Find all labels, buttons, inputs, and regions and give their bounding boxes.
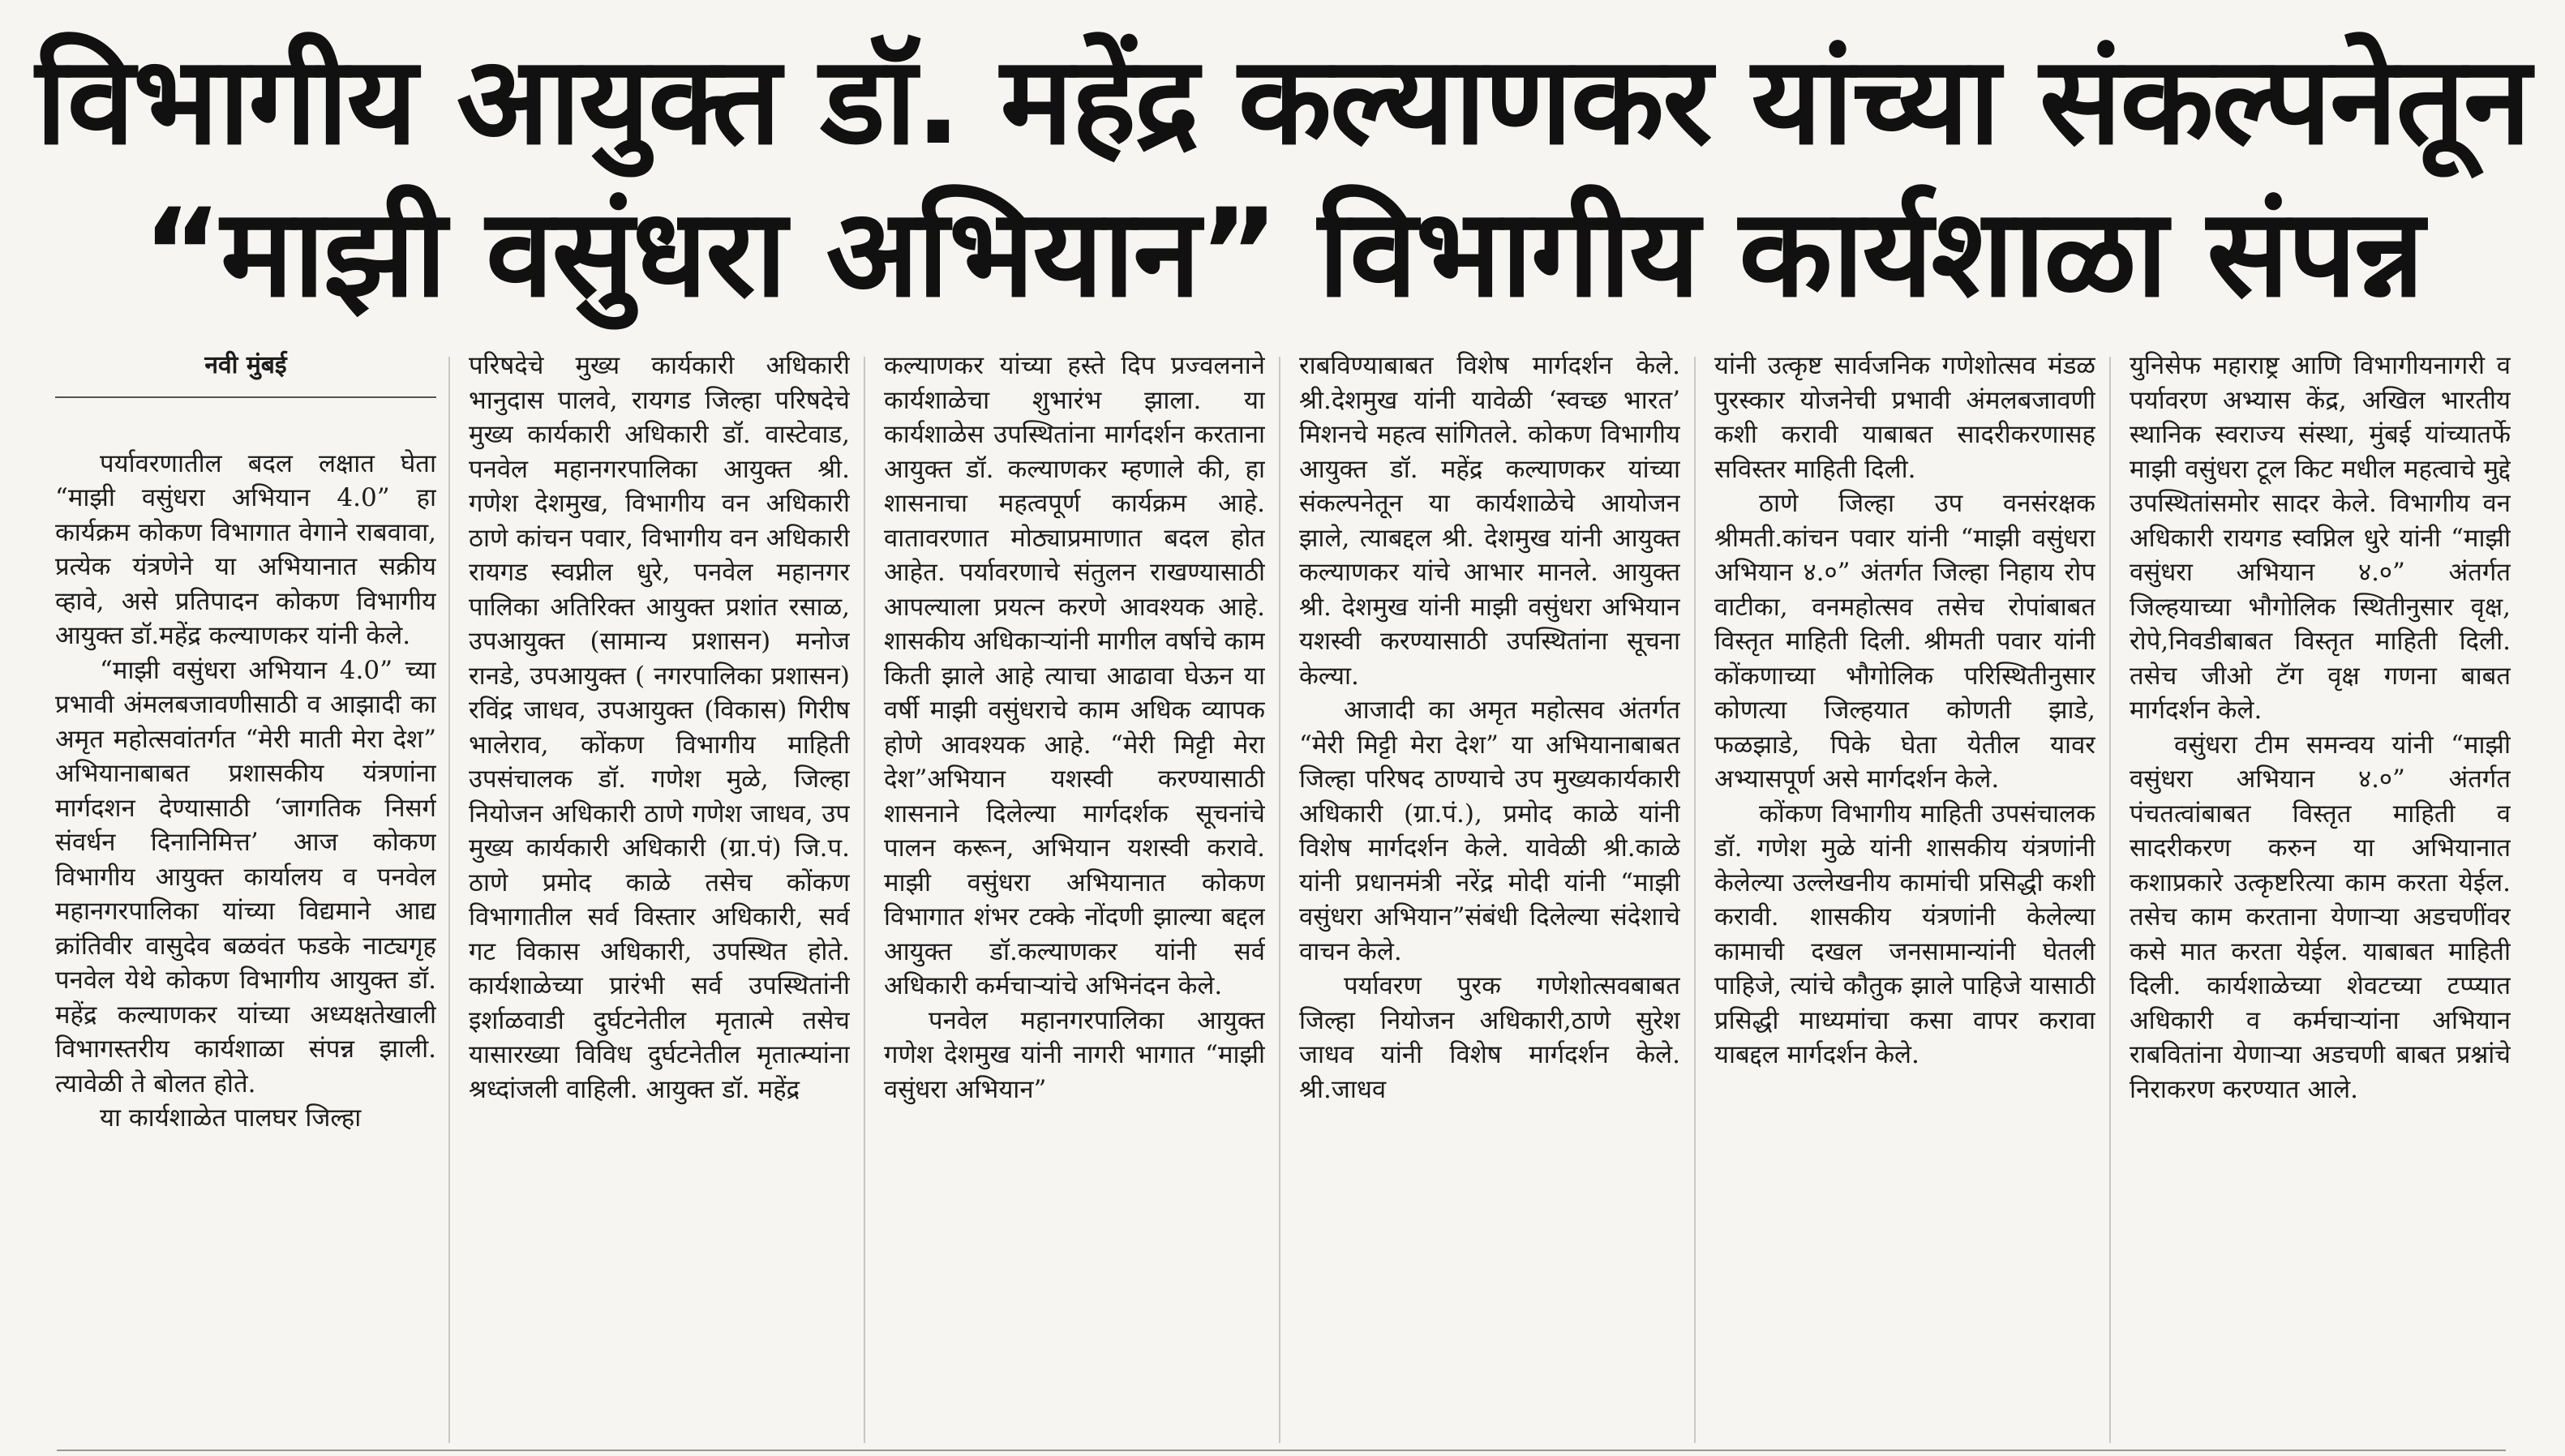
article-paragraph: परिषदेचे मुख्य कार्यकारी अधिकारी भानुदास पालवे, रायगड जिल्हा परिषदेचे मुख्य कार्यकारी अधिकारी डॉ. वास्टेवाड, पनवेल महानगरपालिका आयुक्त श्री. गणेश देशमुख, विभागीय वन अधिकारी ठाणे कांचन पवार, विभागीय वन अधिकारी रायगड स्वप्नील धुरे, पनवेल महानगर पालिका अतिरिक्त आयुक्त प्रशांत रसाळ, उपआयुक्त (सामान्य प्रशासन) मनोज रानडे, उपआयुक्त ( नगरपालिका प्रशासन) रविंद्र जाधव, उपआयुक्त (विकास) गिरीष भालेराव, कोंकण विभागीय माहिती उपसंचालक डॉ. गणेश मुळे, जिल्हा नियोजन अधिकारी ठाणे गणेश जाधव, उप मुख्य कार्यकारी अधिकारी (ग्रा.पं) जि.प. ठाणे प्रमोद काळे तसेच कोंकण विभागातील सर्व विस्तार अधिकारी, सर्व गट विकास अधिकारी, उपस्थित होते. कार्यशाळेच्या प्रारंभी सर्व उपस्थितांनी इर्शाळवाडी दुर्घटनेतील मृतात्मे तसेच यासारख्या विविध दुर्घटनेतील मृतात्म्यांना श्रध्दांजली वाहिली. आयुक्त डॉ. महेंद्र [469,351,850,1104]
column-divider [1694,357,1696,1443]
article-paragraph: पनवेल महानगरपालिका आयुक्त गणेश देशमुख यांनी नागरी भागात “माझी वसुंधरा अभियान” [884,1005,1265,1104]
article-paragraph: “माझी वसुंधरा अभियान 4.0” च्या प्रभावी अंमलबजावणीसाठी व आझादी का अमृत महोत्सवांतर्गत “मेरी माती मेरा देश” अभियानाबाबत प्रशासकीय यंत्रणांना मार्गदशन देण्यासाठी ‘जागतिक निसर्ग संवर्धन दिनानिमित्त’ आज कोकण विभागीय आयुक्त कार्यालय व पनवेल महानगरपालिका यांच्या विद्यमाने आद्य क्रांतिवीर वासुदेव बळवंत फडके नाट्यगृह पनवेल येथे कोकण विभागीय आयुक्त डॉ. महेंद्र कल्याणकर यांच्या अध्यक्षतेखाली विभागस्तरीय कार्यशाळा संपन्न झाली. त्यावेळी ते बोलत होते. [55,655,436,1098]
column-divider [864,357,865,1443]
article-paragraph: यांनी उत्कृष्ट सार्वजनिक गणेशोत्सव मंडळ पुरस्कार योजनेची प्रभावी अंमलबजावणी कशी करावी याबाबत सादरीकरणासह सविस्तर माहिती दिली. [1714,351,2095,484]
headline-line-1: विभागीय आयुक्त डॉ. महेंद्र कल्याणकर यांच्या संकल्पनेतून [35,31,2530,172]
article-column-6 [2130,349,2511,1443]
dateline: नवी मुंबई [55,349,436,398]
article-paragraph: कल्याणकर यांच्या हस्ते दिप प्रज्वलनाने कार्यशाळेचा शुभारंभ झाला. या कार्यशाळेस उपस्थितांना मार्गदर्शन करताना आयुक्त डॉ. कल्याणकर म्हणाले की, हा शासनाचा महत्वपूर्ण कार्यक्रम आहे. वातावरणात मोठ्याप्रमाणात बदल होत आहेत. पर्यावरणाचे संतुलन राखण्यासाठी आपल्याला प्रयत्न करणे आवश्यक आहे. शासकीय अधिकाऱ्यांनी मागील वर्षाचे काम किती झाले आहे त्याचा आढावा घेऊन या वर्षी माझी वसुंधराचे काम अधिक व्यापक होणे आवश्यक आहे. “मेरी मिट्टी मेरा देश”अभियान यशस्वी करण्यासाठी शासनाने दिलेल्या मार्गदर्शक सूचनांचे पालन करून, अभियान यशस्वी करावे. माझी वसुंधरा अभियानात कोकण विभागात शंभर टक्के नोंदणी झाल्या बद्दल आयुक्त डॉ.कल्याणकर यांनी सर्व अधिकारी कर्मचाऱ्यांचे अभिनंदन केले. [884,351,1265,1000]
column-divider [1279,357,1280,1443]
article-paragraph: युनिसेफ महाराष्ट्र आणि विभागीयनागरी व पर्यावरण अभ्यास केंद्र, अखिल भारतीय स्थानिक स्वराज्य संस्था, मुंबई यांच्यातर्फे माझी वसुंधरा टूल किट मधील महत्वाचे मुद्दे उपस्थितांसमोर सादर केले. विभागीय वन अधिकारी रायगड स्वप्निल धुरे यांनी “माझी वसुंधरा अभियान ४.०” अंतर्गत जिल्हयाच्या भौगोलिक स्थितीनुसार वृक्ष, रोपे,निवडीबाबत विस्तृत माहिती दिली. तसेच जीओ टॅग वृक्ष गणना बाबत मार्गदर्शन केले. [2130,351,2511,725]
article-paragraph: आजादी का अमृत महोत्सव अंतर्गत “मेरी मिट्टी मेरा देश” या अभियानाबाबत जिल्हा परिषद ठाण्याचे उप मुख्यकार्यकारी अधिकारी (ग्रा.पं.), प्रमोद काळे यांनी विशेष मार्गदर्शन केले. यावेळी श्री.काळे यांनी प्रधानमंत्री नरेंद्र मोदी यांनी “माझी वसुंधरा अभियान”संबंधी दिलेल्या संदेशाचे वाचन केले. [1299,696,1680,966]
article-column-5 [1714,349,2095,1443]
article-paragraph: पर्यावरण पुरक गणेशोत्सवबाबत जिल्हा नियोजन अधिकारी,ठाणे सुरेश जाधव यांनी विशेष मार्गदर्शन केले. श्री.जाधव [1299,971,1680,1104]
article-paragraph: कोंकण विभागीय माहिती उपसंचालक डॉ. गणेश मुळे यांनी शासकीय यंत्रणांनी केलेल्या उल्लेखनीय कामांची प्रसिद्धी कशी करावी. शासकीय यंत्रणांनी केलेल्या कामाची दखल जनसामान्यांनी घेतली पाहिजे, त्यांचे कौतुक झाले पाहिजे यासाठी प्रसिद्धी माध्यमांचा कसा वापर करावा याबद्दल मार्गदर्शन केले. [1714,799,2095,1069]
article-paragraph: राबविण्याबाबत विशेष मार्गदर्शन केले. श्री.देशमुख यांनी यावेळी ‘स्वच्छ भारत’ मिशनचे महत्व सांगितले. कोकण विभागीय आयुक्त डॉ. महेंद्र कल्याणकर यांच्या संकल्पनेतून या कार्यशाळेचे आयोजन झाले, त्याबद्दल श्री. देशमुख यांनी आयुक्त कल्याणकर यांचे आभार मानले. आयुक्त श्री. देशमुख यांनी माझी वसुंधरा अभियान यशस्वी करण्यासाठी उपस्थितांना सूचना केल्या. [1299,351,1680,691]
article-column-4 [1299,349,1680,1443]
article-column-2 [469,349,850,1443]
headline-line-2: “माझी वसुंधरा अभियान” विभागीय कार्यशाळा संपन्न [142,183,2423,324]
article-column-3 [884,349,1265,1443]
column-divider [2109,357,2111,1443]
article-column-1 [55,349,436,1443]
article-paragraph: या कार्यशाळेत पालघर जिल्हा [100,1103,362,1133]
article-paragraph: ठाणे जिल्हा उप वनसंरक्षक श्रीमती.कांचन पवार यांनी “माझी वसुंधरा अभियान ४.०” अंतर्गत जिल्हा निहाय रोप वाटीका, वनमहोत्सव तसेच रोपांबाबत विस्तृत माहिती दिली. श्रीमती पवार यांनी कोंकणाच्या भौगोलिक परिस्थितीनुसार कोणत्या जिल्हयात कोणती झाडे, फळझाडे, पिके घेता येतील यावर अभ्यासपूर्ण असे मार्गदर्शन केले. [1714,489,2095,794]
column-divider [448,357,450,1443]
bottom-rule [57,1450,2506,1451]
article-paragraph: वसुंधरा टीम समन्वय यांनी “माझी वसुंधरा अभियान ४.०” अंतर्गत पंचतत्वांबाबत विस्तृत माहिती व सादरीकरण करुन या अभियानात कशाप्रकारे उत्कृष्टरित्या काम करता येईल. तसेच काम करताना येणाऱ्या अडचणींवर कसे मात करता येईल. याबाबत माहिती दिली. कार्यशाळेच्या शेवटच्या टप्प्यात अधिकारी व कर्मचाऱ्यांना अभियान राबवितांना येणाऱ्या अडचणी बाबत प्रश्नांचे निराकरण करण्यात आले. [2130,730,2511,1104]
article-paragraph: पर्यावरणातील बदल लक्षात घेता “माझी वसुंधरा अभियान 4.0” हा कार्यक्रम कोकण विभागात वेगाने राबवावा, प्रत्येक यंत्रणेने या अभियानात सक्रीय व्हावे, असे प्रतिपादन कोकण विभागीय आयुक्त डॉ.महेंद्र कल्याणकर यांनी केले. [55,448,436,650]
